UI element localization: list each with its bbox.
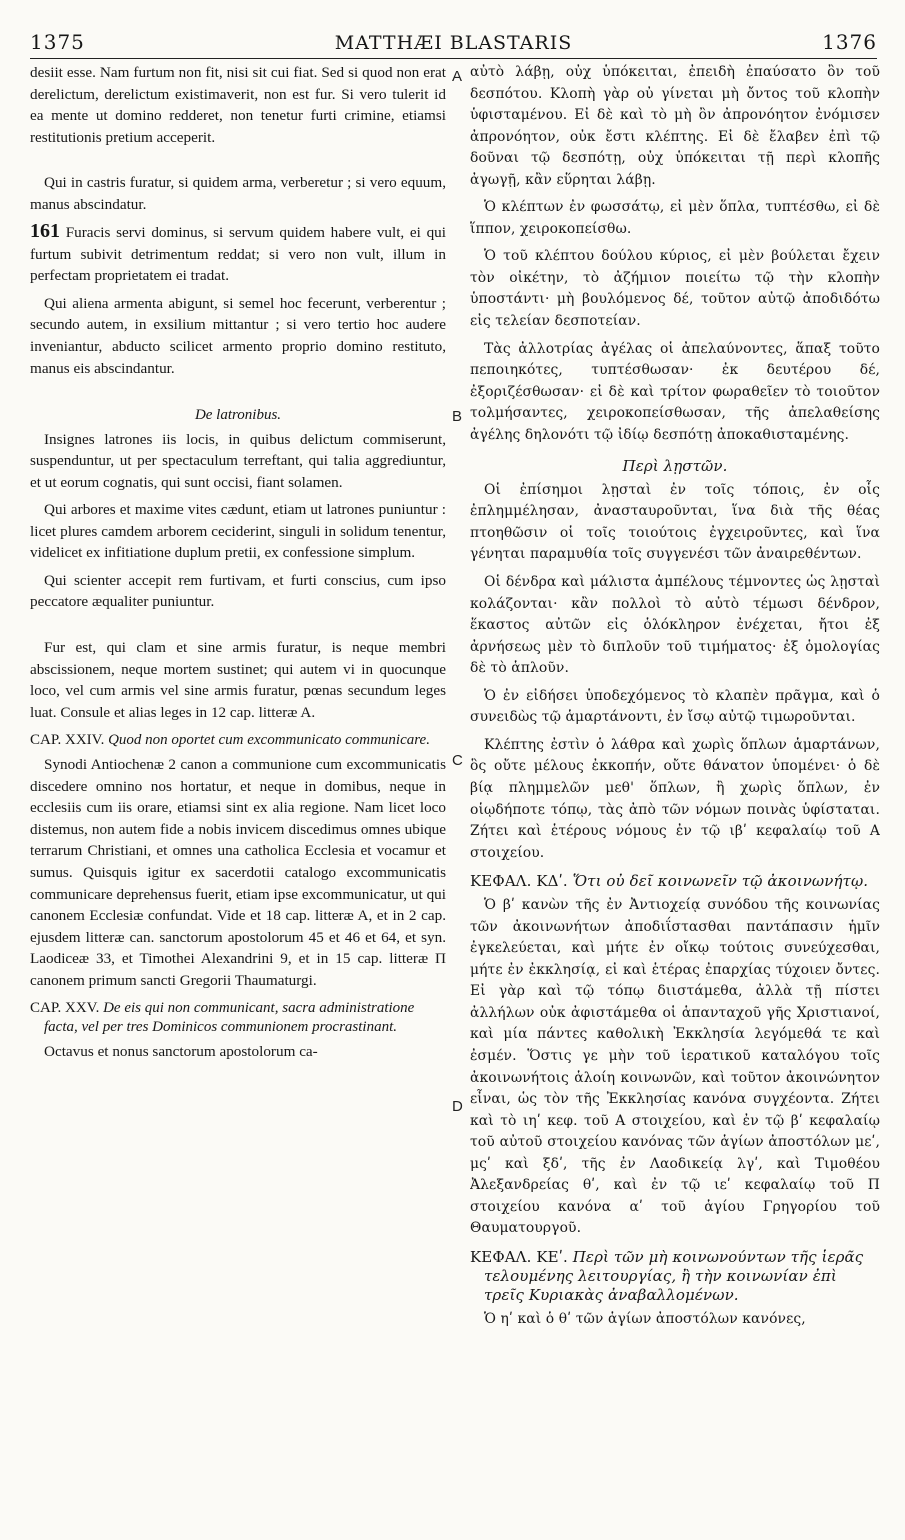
greek-chapter-24-title: Ὅτι οὐ δεῖ κοινωνεῖν τῷ ἀκοινωνήτῳ. <box>572 872 869 891</box>
margin-marker-b: B <box>452 408 463 425</box>
page-number-right: 1376 <box>822 30 877 54</box>
greek-paragraph-6: Οἱ δένδρα καὶ μάλιστα ἀμπέλους τέμνοντες ὡς λῃσταὶ κολάζονται· κἂν πολλοὶ τὸ αὐτὸ τέμωσι δένδρον, ἕκαστος αὐτῶν εἰς ὁλόκληρον ἐνέχεται, ἤτοι ἐξ ἀρνήσεως μὲν τὸ διπλοῦν τοῦ τιμήματος· ἐξ ὁμολογίας δὲ τὸ ἁπλοῦν. <box>470 574 880 677</box>
latin-paragraph-3 <box>30 221 446 287</box>
latin-chapter-24-title: Quod non oportet cum excommunicato communicare. <box>108 732 430 749</box>
latin-heading-latronibus: De latronibus. <box>194 407 282 424</box>
page-number-left: 1375 <box>30 30 85 54</box>
greek-paragraph-2: Ὁ κλέπτων ἐν φωσσάτῳ, εἰ μὲν ὅπλα, τυπτέσθω, εἰ δὲ ἵππον, χειροκοπείσθω. <box>470 199 880 237</box>
greek-heading-lestai: Περὶ λῃστῶν. <box>622 457 728 476</box>
margin-marker-d: D <box>452 1098 463 1115</box>
greek-chapter-25-heading <box>470 1248 880 1305</box>
latin-paragraph-9: Synodi Antiochenæ 2 canon a communione cum excommunicatis discedere omnino nos hortatur, et neque in domibus, neque in ecclesiis cum iis orare, etiamsi sint ex alia regione. Nam licet loco distemus, non autem fide a nobis invicem discedimus omnes ubique terrarum Christiani, et omnes una catholica Ecclesia et vocamur et sumus. Quisquis igitur ex sacerdotii catalogo excommunicatis communicare deprehensus fuerit, etiam ipse excommunicatur, ut qui canonem Ecclesiæ confundat. Vide et 18 cap. litteræ A, et in 2 cap. ejusdem litteræ can. sanctorum apostolorum 45 et 46 et 64, et syn. Laodiceæ 33, et Timothei Alexandrini 9, et in 15 cap. litteræ Π canonem primum sancti Gregorii Thaumaturgi. <box>30 756 446 989</box>
latin-paragraph-4: Qui aliena armenta abigunt, si semel hoc fecerunt, verberentur ; secundo autem, in exsilium mittantur ; si vero tertio hoc audere inveniantur, abducto scilicet armento proprio domino restituto, manus eis abscindantur. <box>30 294 446 377</box>
latin-paragraph-1: desiit esse. Nam furtum non fit, nisi sit cui fiat. Sed si quod non erat derelictum, derelictum existimaverit, non est fur. Si vero tulerit id ea mente ut domino redderet, non tenetur furti crimine, etiamsi restitutionis pretium acceperit. <box>30 64 446 146</box>
greek-chapter-24-label: ΚΕΦΑΛ. ΚΔʹ. <box>470 872 568 891</box>
greek-paragraph-1: αὐτὸ λάβῃ, οὐχ ὑπόκειται, ἐπειδὴ ἐπαύσατο ὂν τοῦ δεσπότου. Κλοπὴ γὰρ οὐ γίνεται μὴ ὄντος τοῦ κλοπὴν ὑφισταμένου. Εἰ δὲ καὶ τὸ μὴ ὂν ἀπρονόητον ἐνόμισεν ἀπρονόητον, οὐκ ἔστι κλέπτης. Εἰ δὲ ἔλαβεν ἐπὶ τῷ δοῦναι τῷ δεσπότῃ, οὐχ ὑπόκειται τῇ περὶ κλοπῆς ἀγωγῇ, κἂν εὕρηται λάβῃ. <box>470 64 880 188</box>
greek-chapter-25-title: Περὶ τῶν μὴ κοινωνούντων τῆς ἱερᾶς τελουμένης λειτουργίας, ἢ τὴν κοινωνίαν ἐπὶ τρεῖς Κυριακὰς ἀναβαλλομένων. <box>484 1247 864 1304</box>
latin-paragraph-10: Octavus et nonus sanctorum apostolorum ca- <box>44 1043 318 1061</box>
latin-column <box>30 62 446 1500</box>
greek-paragraph-8: Κλέπτης ἐστὶν ὁ λάθρα καὶ χωρὶς ὅπλων ἁμαρτάνων, ὃς οὔτε μέλους ἐκκοπήν, οὔτε θάνατον ὑπομένει· ὁ δὲ βίᾳ πλημμελῶν μεθ' ὅπλων, ἢ χωρὶς ὅπλων, ἐν οἱῳδήποτε τόπῳ, τὰς ἀπὸ τῶν νόμων ποινὰς ὑφίσταται. Ζήτει καὶ ἑτέρους νόμους ἐν τῷ ιβʹ κεφαλαίῳ τοῦ Α στοιχείου. <box>470 736 880 861</box>
latin-paragraph-7: Qui scienter accepit rem furtivam, et furti conscius, cum ipso peccatore æqualiter puniuntur. <box>30 571 446 611</box>
latin-paragraph-5: Insignes latrones iis locis, in quibus delictum commiserunt, suspenduntur, ut per spectaculum terreftant, qui talia aggrediuntur, et ut eorum cognatis, qui sunt occisi, fiant solamen. <box>30 430 446 491</box>
running-title: MATTHÆI BLASTARIS <box>334 32 573 54</box>
latin-chapter-25-title: De eis qui non communicant, sacra administratione facta, vel per tres Dominicos communionem procrastinant. <box>44 1000 415 1036</box>
section-number: 161 <box>30 220 60 243</box>
greek-column <box>470 62 880 1500</box>
latin-paragraph-8: Fur est, qui clam et sine armis furatur, is neque membri abscissionem, neque mortem sustinet; qui autem vi in quocunque loco, vel cum armis vel sine armis furatur, pœnas secundum leges luat. Consule et alias leges in 12 cap. litteræ A. <box>30 639 446 721</box>
greek-chapter-25-label: ΚΕΦΑΛ. ΚΕʹ. <box>470 1247 568 1266</box>
latin-paragraph-3-text: Furacis servi dominus, si servum quidem habere vult, ei qui furtum subivit detrimentum reddat; si vero non vult, illum in perfectam proprietatem ei tradat. <box>30 224 446 285</box>
greek-paragraph-7: Ὁ ἐν εἰδήσει ὑποδεχόμενος τὸ κλαπὲν πρᾶγμα, καὶ ὁ συνειδὼς τῷ ἁμαρτάνοντι, ἐν ἴσῳ αὐτῷ τιμωροῦνται. <box>470 687 880 726</box>
margin-marker-a: A <box>452 68 463 85</box>
margin-marker-c: C <box>452 752 463 769</box>
latin-paragraph-2: Qui in castris furatur, si quidem arma, verberetur ; si vero equum, manus abscindatur. <box>30 174 446 213</box>
greek-paragraph-5: Οἱ ἐπίσημοι λῃσταὶ ἐν τοῖς τόποις, ἐν οἷς ἐπλημμέλησαν, ἀνασταυροῦνται, ἵνα διὰ τῆς θέας πτοηθῶσιν οἱ τοῖς τοιούτοις ἐγχειροῦντες, καὶ ἵνα γένηται παραμυθία τοῖς συγγενέσι τῶν ἀναιρεθέντων. <box>470 481 880 563</box>
greek-paragraph-4: Τὰς ἀλλοτρίας ἀγέλας οἱ ἀπελαύνοντες, ἅπαξ τοῦτο πεποιηκότες, τυπτέσθωσαν· ἐκ δευτέρου δέ, ἐξοριζέσθωσαν· εἰ δὲ καὶ τρίτον φωραθεῖεν τὸ τοιοῦτον τολμήσαντες, χειροκοπείσθωσαν, τῆς ἀπελαθείσης ἀγέλης δηλονότι τῷ ἰδίῳ δεσπότῃ ἀποκαθισταμένης. <box>470 340 880 443</box>
latin-chapter-25-label: CAP. XXV. <box>30 1000 100 1017</box>
greek-paragraph-10: Ὁ ηʹ καὶ ὁ θʹ τῶν ἁγίων ἀποστόλων κανόνες, <box>484 1310 806 1327</box>
greek-chapter-24-heading <box>470 872 880 891</box>
latin-chapter-24-label: CAP. XXIV. <box>30 732 105 749</box>
latin-chapter-25-heading <box>30 999 446 1037</box>
latin-chapter-24-heading <box>30 731 446 750</box>
greek-paragraph-9: Ὁ βʹ κανὼν τῆς ἐν Ἀντιοχείᾳ συνόδου τῆς κοινωνίας τῶν ἀκοινωνήτων ἀποδιΐστασθαι παντάπασιν ἡμῖν ἐγκελεύεται, καὶ μήτε ἐν οἴκῳ τούτοις συνεύχεσθαι, μήτε ἐν ἐκκλησίᾳ, εἰ καὶ ἑτέρας ἐπαρχίας τύχοιεν ὄντες. Εἰ γὰρ καὶ τῷ τόπῳ διιστάμεθα, ἀλλὰ τῇ πίστει ἀλλήλων οὐκ ἀφιστάμεθα οἱ ἁπανταχοῦ γῆς Χριστιανοί, καὶ μία πάντες καθολικὴ Ἐκκλησία λεγόμεθά τε καὶ ἐσμέν. Ὅστις γε μὴν τοῦ ἱερατικοῦ καταλόγου τοῖς ἀκοινωνήτοις ἁλοίη κοινωνῶν, καὶ τοῦτον ἀκοινώνητον εἶναι, ὡς τὸν τῆς Ἐκκλησίας κανόνα συγχέοντα. Ζήτει καὶ τὸ ιηʹ κεφ. τοῦ Α στοιχείου, καὶ ἐν τῷ βʹ κεφαλαίῳ τοῦ αὐτοῦ στοιχείου κανόνας τῶν ἁγίων ἀποστόλων μεʹ, μςʹ καὶ ξδʹ, τῆς ἐν Λαοδικείᾳ λγʹ, καὶ Τιμοθέου Ἀλεξανδρείας θʹ, καὶ ἐν τῷ ιεʹ κεφαλαίῳ τοῦ Π στοιχείου κανόνα αʹ τοῦ ἁγίου Γρηγορίου τοῦ Θαυματουργοῦ. <box>470 897 880 1237</box>
page-header <box>30 28 877 59</box>
latin-paragraph-6: Qui arbores et maxime vites cædunt, etiam ut latrones puniuntur : licet plures camdem arborem ceciderint, singuli in solidum tenentur, videlicet ex infitiatione duplum pretii, ex confessione simplum. <box>30 501 446 562</box>
greek-paragraph-3: Ὁ τοῦ κλέπτου δούλου κύριος, εἰ μὲν βούλεται ἔχειν τὸν οἰκέτην, τὸ ἀζήμιον ποιείτω τῷ τὴν κλοπὴν ὑποστάντι· μὴ βουλόμενος δέ, τοῦτον αὐτῷ ἀποδιδότω εἰς τελείαν δεσποτείαν. <box>470 248 880 330</box>
